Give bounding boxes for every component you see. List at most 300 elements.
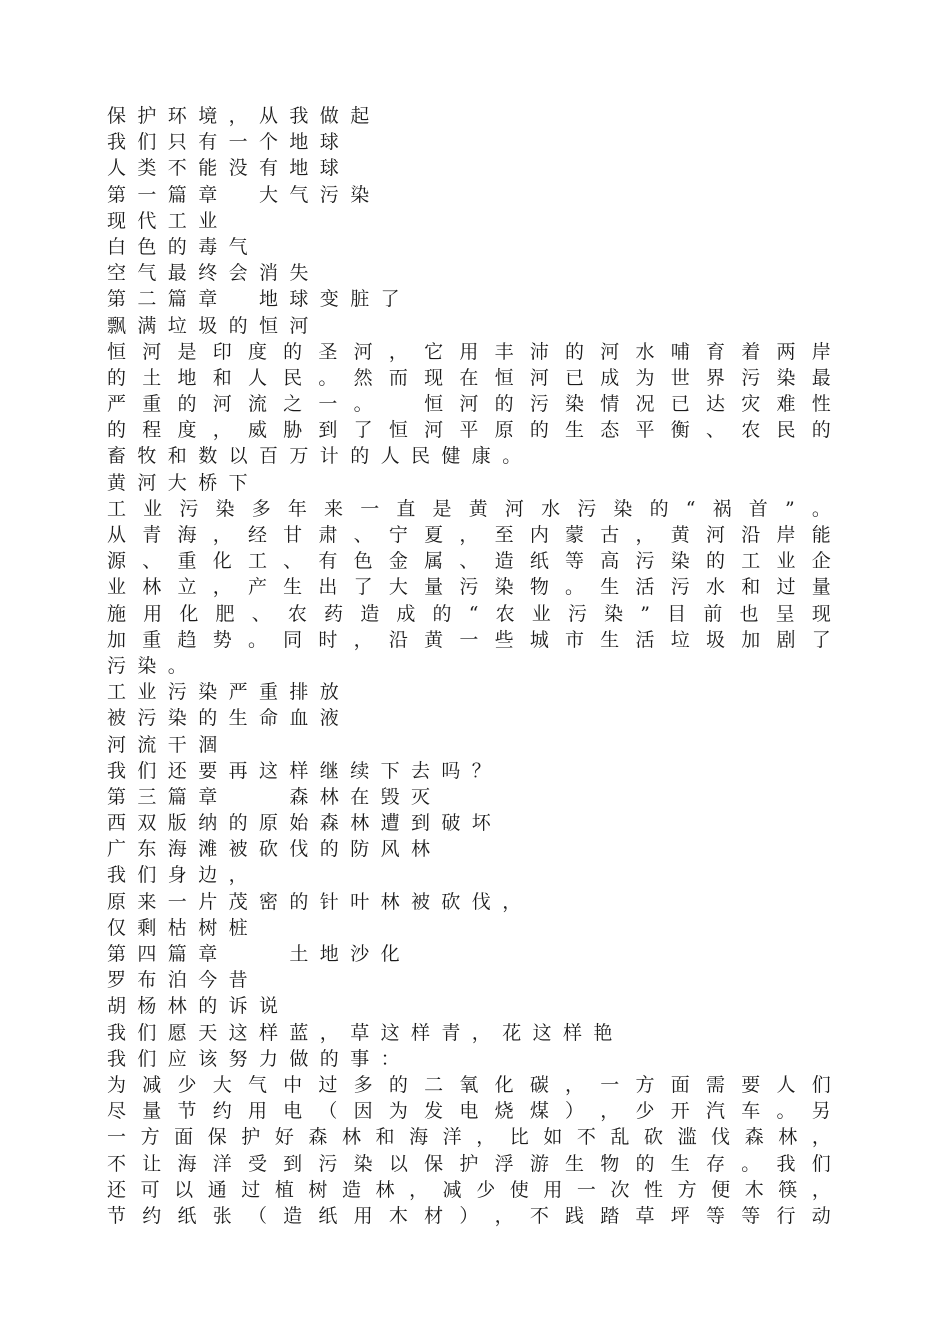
glyph: 洋 (212, 1152, 232, 1175)
glyph: 。 (353, 393, 373, 416)
glyph: 恒 (388, 419, 408, 442)
glyph: 的 (529, 419, 549, 442)
glyph: 高 (600, 550, 620, 573)
glyph: ， (353, 628, 373, 651)
glyph: 乱 (610, 1126, 630, 1149)
glyph: 水 (541, 497, 561, 520)
glyph: 纸 (177, 1204, 197, 1227)
glyph: 河 (529, 366, 549, 389)
glyph: 不 (529, 1204, 549, 1227)
glyph: 污 (179, 497, 199, 520)
text-line (107, 522, 831, 548)
glyph (389, 391, 408, 417)
text-line: 我们只有一个地球 (107, 131, 351, 154)
text-line: 胡杨林的诉说 (107, 995, 290, 1018)
glyph: 一 (107, 1126, 127, 1149)
glyph: 民 (283, 366, 303, 389)
glyph: 发 (424, 1100, 444, 1123)
glyph: 企 (811, 550, 831, 573)
text-line: 空气最终会消失 (107, 262, 320, 285)
glyph: 污 (670, 576, 690, 599)
glyph: 的 (177, 393, 197, 416)
glyph: 难 (776, 393, 796, 416)
glyph: 化 (494, 1073, 514, 1096)
glyph: 生 (670, 1152, 690, 1175)
glyph: 岸 (811, 340, 831, 363)
glyph: 草 (635, 1204, 655, 1227)
glyph: 海 (177, 1152, 197, 1175)
glyph: 一 (318, 393, 338, 416)
text-line: 黄河大桥下 (107, 471, 260, 494)
glyph: 物 (600, 1152, 620, 1175)
glyph: 到 (283, 1152, 303, 1175)
glyph: 圾 (705, 628, 725, 651)
glyph: 育 (705, 340, 725, 363)
glyph: 前 (703, 602, 723, 625)
glyph: 大 (388, 576, 408, 599)
glyph: 约 (142, 1204, 162, 1227)
glyph: 丰 (494, 340, 514, 363)
glyph: 以 (174, 1178, 194, 1201)
glyph: 工 (741, 550, 761, 573)
text-line (107, 496, 831, 522)
glyph: 同 (283, 628, 303, 651)
glyph: 威 (247, 419, 267, 442)
glyph: 世 (670, 366, 690, 389)
glyph: ， (409, 1178, 429, 1201)
glyph: 重 (177, 550, 197, 573)
glyph: 、 (142, 550, 162, 573)
glyph: 生 (565, 1152, 585, 1175)
glyph: 一 (459, 628, 479, 651)
glyph: 让 (142, 1152, 162, 1175)
glyph: 河 (142, 340, 162, 363)
glyph: 况 (635, 393, 655, 416)
glyph: 业 (107, 576, 127, 599)
glyph: 过 (776, 576, 796, 599)
text-line: 飘满垃圾的恒河 (107, 314, 320, 337)
glyph: 护 (459, 1152, 479, 1175)
glyph: 浮 (494, 1152, 514, 1175)
glyph: 的 (494, 393, 514, 416)
glyph: 目 (667, 602, 687, 625)
glyph: 灾 (741, 393, 761, 416)
text-line (107, 601, 831, 627)
glyph: 为 (388, 1100, 408, 1123)
text-line (107, 574, 831, 600)
glyph: 方 (677, 1178, 697, 1201)
glyph: 。 (318, 366, 338, 389)
glyph: 产 (247, 576, 267, 599)
glyph: 金 (388, 550, 408, 573)
glyph: 农 (287, 602, 307, 625)
glyph: 量 (142, 1100, 162, 1123)
glyph: 树 (308, 1178, 328, 1201)
text-line (107, 1203, 831, 1229)
glyph: 纸 (529, 550, 549, 573)
glyph: 中 (283, 1073, 303, 1096)
glyph: 染 (215, 497, 235, 520)
glyph: 农 (495, 602, 515, 625)
glyph: 染 (565, 393, 585, 416)
glyph: 程 (142, 419, 162, 442)
glyph: 工 (247, 550, 267, 573)
glyph: 河 (600, 340, 620, 363)
glyph: 少 (177, 1073, 197, 1096)
glyph: 煤 (529, 1100, 549, 1123)
glyph: 而 (388, 366, 408, 389)
text-line (107, 1177, 831, 1203)
glyph: 的 (432, 602, 452, 625)
glyph: 用 (247, 1100, 267, 1123)
glyph: （ (318, 1100, 338, 1123)
glyph: 、 (705, 419, 725, 442)
glyph: 。 (811, 497, 831, 520)
glyph: ， (635, 524, 655, 546)
text-line: 畜牧和数以百万计的人民健康。 (107, 445, 533, 468)
glyph: 蒙 (565, 524, 585, 546)
glyph: 为 (107, 1073, 127, 1096)
glyph: 方 (140, 1126, 160, 1149)
text-line: 我们愿天这样蓝，草这样青，花这样艳 (107, 1021, 624, 1044)
glyph: 污 (635, 550, 655, 573)
glyph: 的 (811, 419, 831, 442)
glyph: 林 (375, 1178, 395, 1201)
document-body (107, 103, 877, 1229)
glyph: 平 (459, 419, 479, 442)
glyph: 恒 (107, 340, 127, 363)
glyph: 农 (741, 419, 761, 442)
glyph: 们 (811, 1073, 831, 1096)
text-line: 现代工业 (107, 209, 229, 232)
glyph: 电 (283, 1100, 303, 1123)
glyph: 、 (251, 602, 271, 625)
glyph: 岸 (776, 524, 796, 546)
glyph: 化 (179, 602, 199, 625)
glyph: 的 (388, 1073, 408, 1096)
glyph: 人 (247, 366, 267, 389)
glyph: 等 (565, 550, 585, 573)
glyph: 界 (705, 366, 725, 389)
text-line: 广东海滩被砍伐的防风林 (107, 838, 442, 861)
glyph: 不 (576, 1126, 596, 1149)
glyph: 过 (241, 1178, 261, 1201)
glyph: ） (565, 1100, 585, 1123)
glyph: 沿 (388, 628, 408, 651)
glyph: 河 (459, 393, 479, 416)
glyph: 的 (565, 340, 585, 363)
glyph: 最 (811, 366, 831, 389)
glyph: 量 (424, 576, 444, 599)
glyph: 存 (705, 1152, 725, 1175)
glyph: 加 (741, 628, 761, 651)
glyph: 行 (776, 1204, 796, 1227)
glyph: 污 (577, 497, 597, 520)
glyph: 开 (670, 1100, 690, 1123)
glyph: 城 (529, 628, 549, 651)
glyph: 保 (424, 1152, 444, 1175)
glyph: 要 (741, 1073, 761, 1096)
glyph: 护 (241, 1126, 261, 1149)
glyph: 河 (504, 497, 524, 520)
glyph: 等 (741, 1204, 761, 1227)
glyph: “ (685, 497, 696, 520)
glyph: 多 (251, 497, 271, 520)
glyph: 水 (635, 340, 655, 363)
text-line (107, 627, 831, 653)
glyph: 之 (283, 393, 303, 416)
text-line (107, 1151, 831, 1177)
glyph: 了 (811, 628, 831, 651)
glyph: 受 (247, 1152, 267, 1175)
text-line: 污染。 (107, 654, 199, 677)
glyph: 。 (776, 1100, 796, 1123)
glyph: 践 (565, 1204, 585, 1227)
glyph: 造 (341, 1178, 361, 1201)
glyph: 砍 (644, 1126, 664, 1149)
glyph: 垃 (670, 628, 690, 651)
glyph: 古 (600, 524, 620, 546)
text-line: 第三篇章 森林在毁灭 (107, 785, 442, 808)
glyph: 了 (353, 576, 373, 599)
glyph: 出 (318, 576, 338, 599)
glyph: 少 (635, 1100, 655, 1123)
glyph: 海 (409, 1126, 429, 1149)
glyph: 用 (143, 602, 163, 625)
glyph: 生 (600, 576, 620, 599)
glyph: 如 (543, 1126, 563, 1149)
glyph: 是 (432, 497, 452, 520)
glyph: 胁 (283, 419, 303, 442)
glyph: 生 (283, 576, 303, 599)
text-line (107, 417, 831, 443)
glyph: 污 (567, 602, 587, 625)
glyph: 染 (604, 602, 624, 625)
glyph: 肥 (215, 602, 235, 625)
glyph: 达 (705, 393, 725, 416)
glyph: 夏 (424, 524, 444, 546)
glyph: ， (388, 340, 408, 363)
glyph: 物 (529, 576, 549, 599)
glyph: 印 (212, 340, 232, 363)
glyph: 水 (705, 576, 725, 599)
glyph: 流 (247, 393, 267, 416)
glyph: 染 (776, 366, 796, 389)
glyph: 源 (107, 550, 127, 573)
glyph: 气 (247, 1073, 267, 1096)
glyph: 为 (635, 366, 655, 389)
glyph: 染 (494, 576, 514, 599)
glyph: 材 (424, 1204, 444, 1227)
text-line: 白色的毒气 (107, 235, 260, 258)
text-line: 西双版纳的原始森林遭到破坏 (107, 812, 503, 835)
glyph: 节 (177, 1100, 197, 1123)
glyph: ” (784, 497, 795, 520)
glyph: ， (600, 1100, 620, 1123)
glyph: 污 (318, 1152, 338, 1175)
glyph: 然 (353, 366, 373, 389)
glyph: 从 (107, 524, 127, 546)
glyph: 业 (776, 550, 796, 573)
glyph: 用 (543, 1178, 563, 1201)
glyph: 的 (705, 550, 725, 573)
glyph: 严 (107, 393, 127, 416)
glyph: 氧 (459, 1073, 479, 1096)
glyph: 在 (459, 366, 479, 389)
glyph: 沿 (741, 524, 761, 546)
glyph: 也 (739, 602, 759, 625)
glyph: ， (459, 524, 479, 546)
glyph: 、 (353, 524, 373, 546)
glyph: 林 (142, 576, 162, 599)
text-line: 第四篇章 土地沙化 (107, 943, 412, 965)
glyph: 市 (565, 628, 585, 651)
glyph: 林 (341, 1126, 361, 1149)
glyph: 造 (283, 1204, 303, 1227)
text-line: 第一篇章 大气污染 (107, 183, 381, 206)
glyph: 趋 (177, 628, 197, 651)
glyph: 。 (247, 628, 267, 651)
glyph: 属 (424, 550, 444, 573)
glyph: 烧 (494, 1100, 514, 1123)
glyph: 黄 (468, 497, 488, 520)
glyph: 坪 (670, 1204, 690, 1227)
glyph: 造 (360, 602, 380, 625)
glyph: 现 (424, 366, 444, 389)
glyph: 年 (287, 497, 307, 520)
glyph: （ (247, 1204, 267, 1227)
glyph: 现 (811, 602, 831, 625)
glyph: 呈 (775, 602, 795, 625)
glyph: 便 (711, 1178, 731, 1201)
glyph: 祸 (712, 497, 732, 520)
glyph: 比 (509, 1126, 529, 1149)
glyph: 工 (107, 497, 127, 520)
glyph: 碳 (529, 1073, 549, 1096)
glyph: 用 (459, 340, 479, 363)
glyph: 一 (600, 1073, 620, 1096)
glyph: 衡 (670, 419, 690, 442)
glyph: 宁 (388, 524, 408, 546)
glyph: 剧 (776, 628, 796, 651)
glyph: 业 (143, 497, 163, 520)
glyph: 重 (142, 393, 162, 416)
glyph: 生 (600, 628, 620, 651)
glyph: 些 (494, 628, 514, 651)
glyph: 森 (308, 1126, 328, 1149)
glyph: 河 (424, 419, 444, 442)
glyph: 已 (670, 393, 690, 416)
glyph: 污 (529, 393, 549, 416)
glyph: 多 (353, 1073, 373, 1096)
text-line: 仅剩枯树桩 (107, 916, 260, 939)
glyph: ， (811, 1126, 831, 1149)
glyph: 需 (705, 1073, 725, 1096)
glyph: 以 (388, 1152, 408, 1175)
glyph: 能 (811, 524, 831, 546)
glyph: 动 (811, 1204, 831, 1227)
glyph: 方 (635, 1073, 655, 1096)
glyph: 林 (778, 1126, 798, 1149)
glyph: 度 (247, 340, 267, 363)
text-line: 被污染的生命血液 (107, 707, 351, 730)
glyph: 色 (353, 550, 373, 573)
glyph: 两 (776, 340, 796, 363)
glyph: 二 (424, 1073, 444, 1096)
text-line (107, 1124, 831, 1150)
glyph: 、 (283, 550, 303, 573)
glyph: 活 (635, 628, 655, 651)
glyph: 等 (705, 1204, 725, 1227)
glyph: 化 (212, 550, 232, 573)
glyph: 平 (635, 419, 655, 442)
text-line: 原来一片茂密的针叶林被砍伐， (107, 890, 533, 913)
glyph: 肃 (318, 524, 338, 546)
glyph: 到 (318, 419, 338, 442)
glyph: 染 (353, 1152, 373, 1175)
glyph: 情 (600, 393, 620, 416)
glyph: 性 (811, 393, 831, 416)
glyph: 圣 (318, 340, 338, 363)
glyph: 的 (649, 497, 669, 520)
glyph: ， (494, 1204, 514, 1227)
glyph: 至 (494, 524, 514, 546)
text-line: 保护环境，从我做起 (107, 105, 381, 127)
glyph: 污 (741, 366, 761, 389)
text-line (107, 1098, 831, 1124)
glyph: 面 (174, 1126, 194, 1149)
glyph: 污 (459, 576, 479, 599)
glyph: ” (640, 602, 650, 625)
glyph: ， (565, 1073, 585, 1096)
glyph: “ (468, 602, 479, 625)
glyph: 们 (811, 1152, 831, 1175)
glyph: 节 (107, 1204, 127, 1227)
glyph: 约 (212, 1100, 232, 1123)
glyph: 减 (142, 1073, 162, 1096)
text-line: 第二篇章 地球变脏了 (107, 288, 412, 311)
glyph: 地 (177, 366, 197, 389)
glyph: 使 (509, 1178, 529, 1201)
glyph: 尽 (107, 1100, 127, 1123)
glyph: 过 (318, 1073, 338, 1096)
glyph: 的 (107, 419, 127, 442)
glyph: 成 (396, 602, 416, 625)
glyph: 。 (741, 1152, 761, 1175)
glyph: 和 (375, 1126, 395, 1149)
glyph: 染 (613, 497, 633, 520)
glyph: 面 (670, 1073, 690, 1096)
glyph: 的 (283, 340, 303, 363)
glyph: 黄 (670, 524, 690, 546)
glyph: 沛 (529, 340, 549, 363)
glyph: 张 (212, 1204, 232, 1227)
glyph: 重 (142, 628, 162, 651)
glyph: 筷 (778, 1178, 798, 1201)
glyph: 加 (107, 628, 127, 651)
glyph: 和 (212, 366, 232, 389)
glyph: 滥 (677, 1126, 697, 1149)
glyph: 游 (529, 1152, 549, 1175)
glyph: 了 (353, 419, 373, 442)
text-line (107, 548, 831, 574)
glyph: 成 (600, 366, 620, 389)
glyph: 电 (459, 1100, 479, 1123)
glyph: 直 (396, 497, 416, 520)
glyph: ） (459, 1204, 479, 1227)
glyph: 次 (610, 1178, 630, 1201)
glyph: 河 (212, 393, 232, 416)
